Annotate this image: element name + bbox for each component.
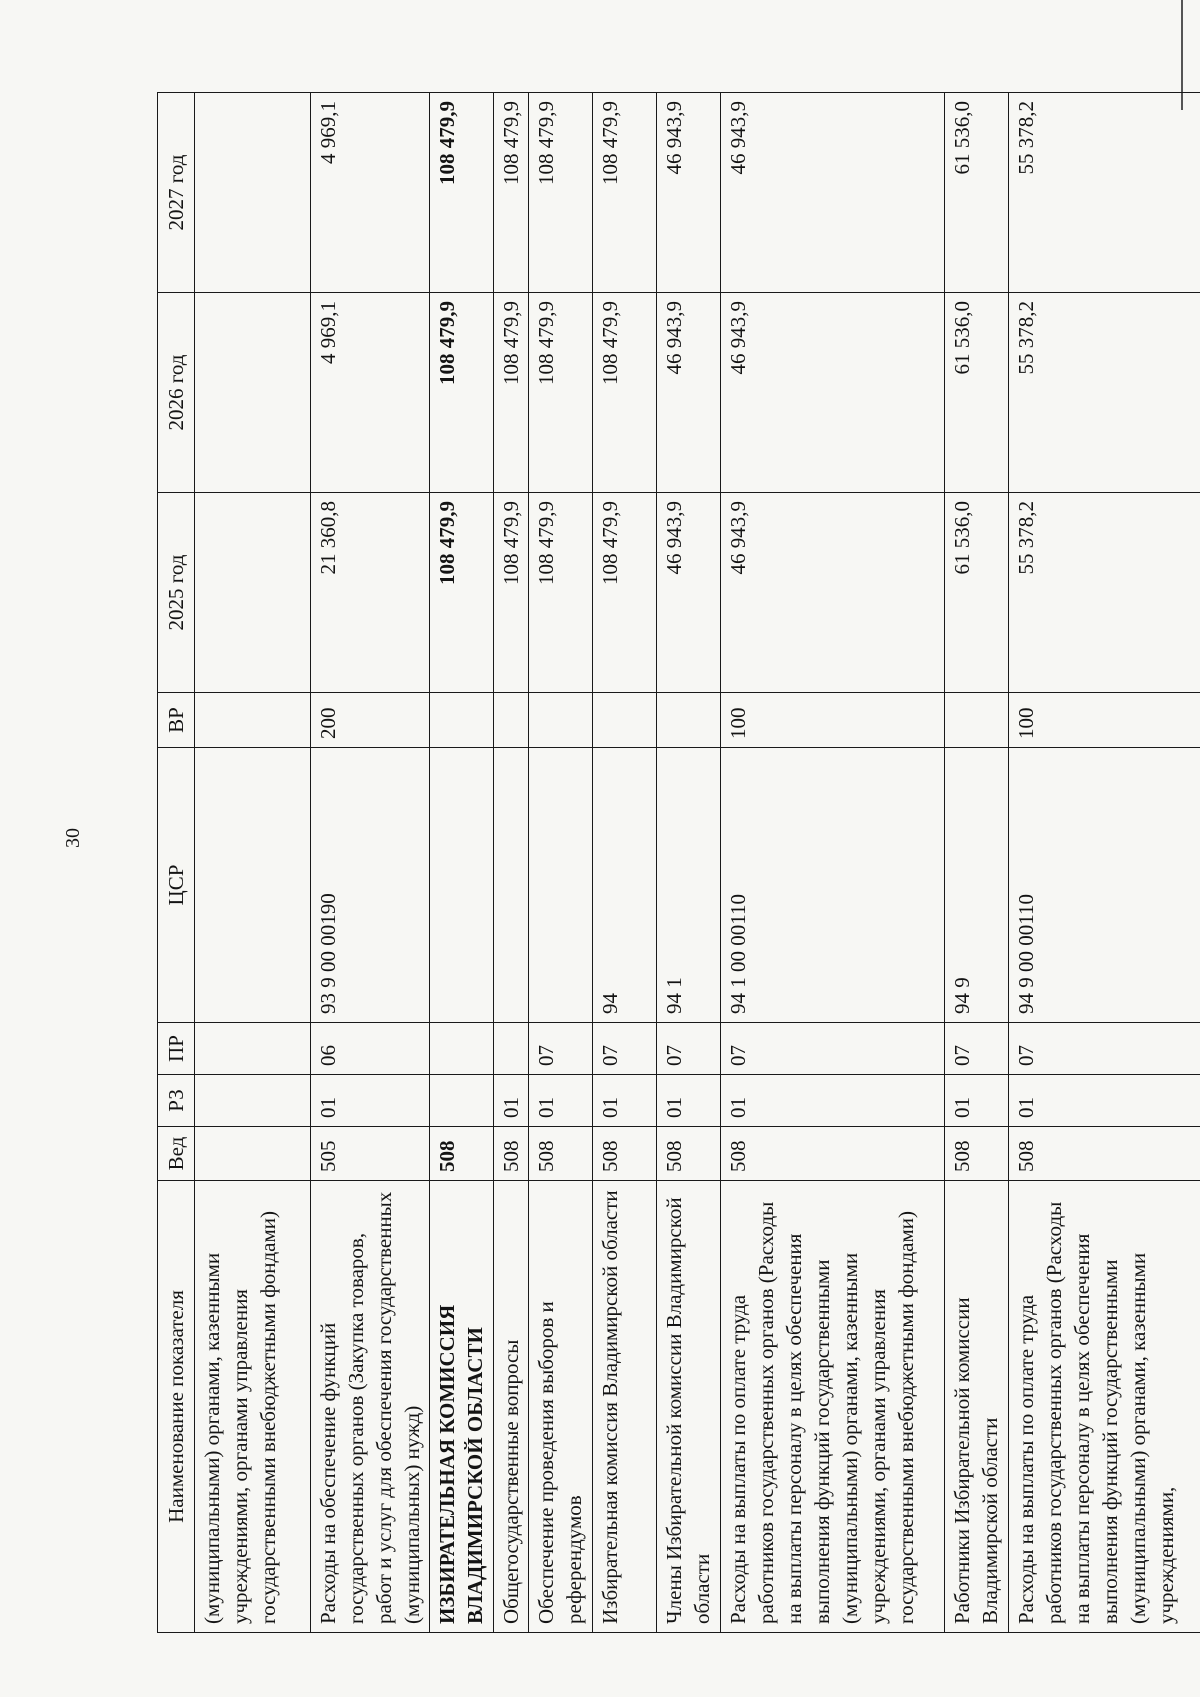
cell-name: Избирательная комиссия Владимирской области: [593, 1181, 657, 1633]
table-row: [657, 93, 721, 1633]
cell-pr: 07: [529, 1023, 593, 1075]
cell-vr: 200: [311, 693, 430, 748]
cell-name: ИЗБИРАТЕЛЬНАЯ КОМИССИЯ ВЛАДИМИРСКОЙ ОБЛАСТИ: [430, 1181, 494, 1633]
cell-rz: 01: [311, 1075, 430, 1127]
header-rz: РЗ: [158, 1075, 195, 1127]
cell-2027: 46 943,9: [657, 93, 721, 293]
table-row: [945, 93, 1009, 1633]
cell-2026: 108 479,9: [430, 293, 494, 493]
cell-pr: 07: [657, 1023, 721, 1075]
cell-vr: 100: [721, 693, 945, 748]
cell-2026: 46 943,9: [721, 293, 945, 493]
cell-2025: 55 378,2: [1009, 493, 1200, 693]
cell-csr: 94: [593, 748, 657, 1023]
cell-rz: 01: [721, 1075, 945, 1127]
cell-pr: [494, 1023, 529, 1075]
cell-2026: 108 479,9: [529, 293, 593, 493]
cell-vr: [195, 693, 311, 748]
cell-csr: [430, 748, 494, 1023]
cell-vr: [657, 693, 721, 748]
cell-2027: 108 479,9: [529, 93, 593, 293]
cell-2025: 108 479,9: [430, 493, 494, 693]
cell-2026: 4 969,1: [311, 293, 430, 493]
cell-csr: 94 9: [945, 748, 1009, 1023]
cell-ved: 508: [721, 1127, 945, 1181]
cell-vr: [529, 693, 593, 748]
cell-2026: 55 378,2: [1009, 293, 1200, 493]
table-row: [721, 93, 945, 1633]
header-csr: ЦСР: [158, 748, 195, 1023]
header-vr: ВР: [158, 693, 195, 748]
table-row: [311, 93, 430, 1633]
table-row: [593, 93, 657, 1633]
cell-2027: 55 378,2: [1009, 93, 1200, 293]
header-name: Наименование показателя: [158, 1181, 195, 1633]
cell-rz: 01: [494, 1075, 529, 1127]
cell-csr: [494, 748, 529, 1023]
cell-rz: [195, 1075, 311, 1127]
cell-csr: [529, 748, 593, 1023]
cell-rz: 01: [529, 1075, 593, 1127]
cell-2025: 108 479,9: [529, 493, 593, 693]
cell-ved: 508: [593, 1127, 657, 1181]
header-2025: 2025 год: [158, 493, 195, 693]
cell-2027: 4 969,1: [311, 93, 430, 293]
table-row: [195, 93, 311, 1633]
cell-vr: [494, 693, 529, 748]
header-2026: 2026 год: [158, 293, 195, 493]
cell-name: Расходы на обеспечение функций государственных органов (Закупка товаров, работ и услуг для обеспечения государственных (муниципальных) нужд): [311, 1181, 430, 1633]
cell-2027: [195, 93, 311, 293]
cell-rz: 01: [945, 1075, 1009, 1127]
cell-ved: 508: [529, 1127, 593, 1181]
cell-ved: 508: [657, 1127, 721, 1181]
table-row: [430, 93, 494, 1633]
cell-2025: 108 479,9: [593, 493, 657, 693]
cell-name: Члены Избирательной комиссии Владимирской области: [657, 1181, 721, 1633]
table-row: [1009, 93, 1200, 1633]
cell-vr: 100: [1009, 693, 1200, 748]
cell-rz: 01: [1009, 1075, 1200, 1127]
header-pr: ПР: [158, 1023, 195, 1075]
cell-name: (муниципальными) органами, казенными учреждениями, органами управления государственными внебюджетными фондами): [195, 1181, 311, 1633]
table-header-row: [158, 93, 195, 1633]
cell-ved: [195, 1127, 311, 1181]
cell-2027: 108 479,9: [430, 93, 494, 293]
cell-2027: 108 479,9: [494, 93, 529, 293]
cell-pr: 06: [311, 1023, 430, 1075]
page-number: 30: [62, 828, 84, 848]
cell-2025: 46 943,9: [657, 493, 721, 693]
cell-csr: 94 9 00 00110: [1009, 748, 1200, 1023]
cell-name: Работники Избирательной комиссии Владимирской области: [945, 1181, 1009, 1633]
cell-csr: 93 9 00 00190: [311, 748, 430, 1023]
cell-ved: 508: [945, 1127, 1009, 1181]
cell-2025: 21 360,8: [311, 493, 430, 693]
cell-rz: 01: [657, 1075, 721, 1127]
cell-2025: 108 479,9: [494, 493, 529, 693]
header-ved: Вед: [158, 1127, 195, 1181]
budget-table: [157, 92, 1200, 1633]
cell-csr: [195, 748, 311, 1023]
cell-2027: 61 536,0: [945, 93, 1009, 293]
header-2027: 2027 год: [158, 93, 195, 293]
cell-2027: 108 479,9: [593, 93, 657, 293]
cell-2026: 61 536,0: [945, 293, 1009, 493]
cell-name: Обеспечение проведения выборов и референдумов: [529, 1181, 593, 1633]
cell-csr: 94 1 00 00110: [721, 748, 945, 1023]
cell-2025: 61 536,0: [945, 493, 1009, 693]
cell-vr: [430, 693, 494, 748]
table-row: [494, 93, 529, 1633]
cell-pr: 07: [1009, 1023, 1200, 1075]
cell-csr: 94 1: [657, 748, 721, 1023]
cell-name: Расходы на выплаты по оплате труда работников государственных органов (Расходы на выплаты персоналу в целях обеспечения выполнения функций государственными (муниципальными) органами, казенными учреждениями, органами управления государственными внебюджетными фондами): [721, 1181, 945, 1633]
cell-vr: [945, 693, 1009, 748]
cell-name: Расходы на выплаты по оплате труда работников государственных органов (Расходы на выплаты персоналу в целях обеспечения выполнения функций государственными (муниципальными) органами, казенными учреждениями,: [1009, 1181, 1200, 1633]
cell-pr: 07: [593, 1023, 657, 1075]
cell-pr: 07: [721, 1023, 945, 1075]
cell-rz: 01: [593, 1075, 657, 1127]
cell-ved: 508: [1009, 1127, 1200, 1181]
cell-rz: [430, 1075, 494, 1127]
rotated-table-container: [157, 93, 1178, 1633]
cell-pr: [430, 1023, 494, 1075]
cell-2026: [195, 293, 311, 493]
cell-2026: 46 943,9: [657, 293, 721, 493]
cell-vr: [593, 693, 657, 748]
cell-pr: 07: [945, 1023, 1009, 1075]
cell-2025: 46 943,9: [721, 493, 945, 693]
table-row: [529, 93, 593, 1633]
cell-2025: [195, 493, 311, 693]
cell-ved: 508: [494, 1127, 529, 1181]
cell-2026: 108 479,9: [593, 293, 657, 493]
cell-ved: 505: [311, 1127, 430, 1181]
cell-2027: 46 943,9: [721, 93, 945, 293]
cell-2026: 108 479,9: [494, 293, 529, 493]
cell-pr: [195, 1023, 311, 1075]
cell-ved: 508: [430, 1127, 494, 1181]
cell-name: Общегосударственные вопросы: [494, 1181, 529, 1633]
